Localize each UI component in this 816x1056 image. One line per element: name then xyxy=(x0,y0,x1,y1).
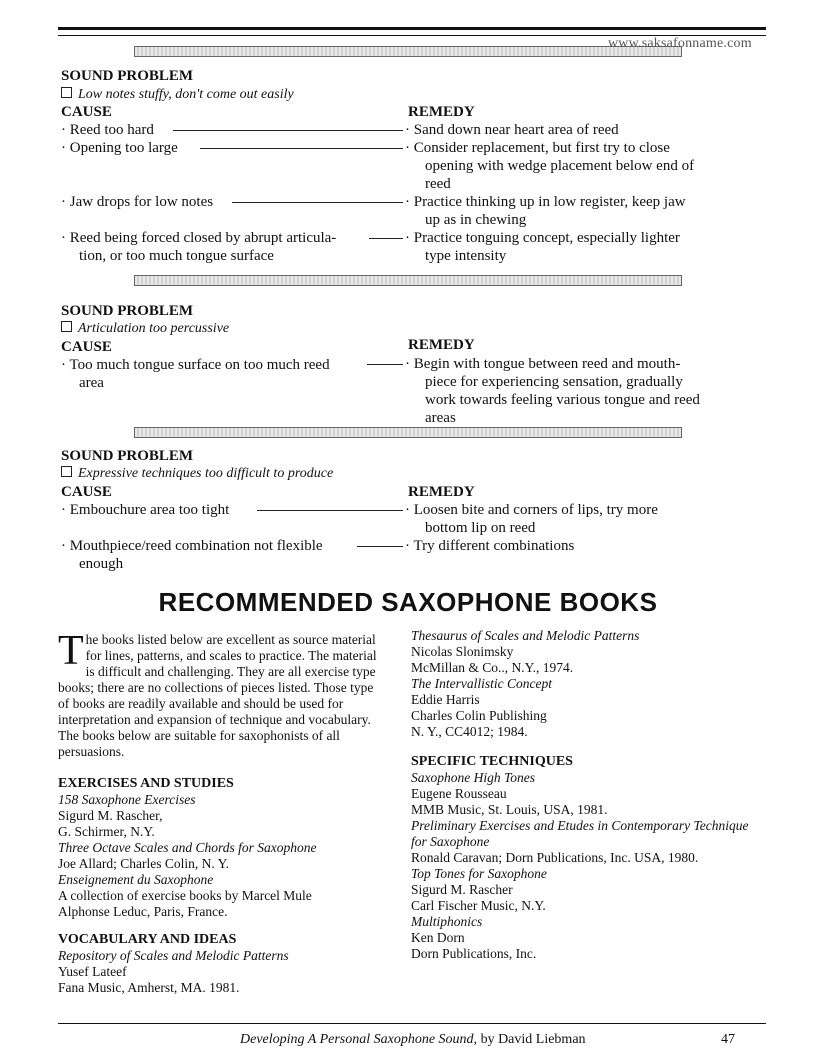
page-number: 47 xyxy=(721,1032,735,1047)
block1-problem: Low notes stuffy, don't come out easily xyxy=(61,86,294,104)
block2-remedy-1d: areas xyxy=(425,410,456,426)
book-line: Alphonse Leduc, Paris, France. xyxy=(58,904,228,919)
book-title: Enseignement du Saxophone xyxy=(58,872,214,887)
book-title: Top Tones for Saxophone xyxy=(411,866,547,881)
intro-text: he books listed below are excellent as source material for lines, patterns, and scales to practice. The material is difficult and challenging. They are all exercise type books; there are no collections of pieces listed. Those type of books are readily available and should be used for interpretation and expansion of technique and vocabulary. The books below are suitable for saxophonists of all persuasions. xyxy=(58,632,377,759)
left-column xyxy=(58,776,388,996)
leader-line xyxy=(232,202,403,203)
block2-problem: Articulation too percussive xyxy=(61,320,229,338)
block1-remedy-3b: up as in chewing xyxy=(425,212,527,228)
block2-cause-label: CAUSE xyxy=(61,339,112,355)
book-title: Three Octave Scales and Chords for Saxophone xyxy=(58,840,317,855)
block2-remedy-1c: work towards feeling various tongue and reed xyxy=(425,392,700,408)
right-column xyxy=(411,628,756,962)
book-line: Sigurd M. Rascher, xyxy=(58,808,163,823)
book-line: Fana Music, Amherst, MA. 1981. xyxy=(58,980,240,995)
block3-cause-label: CAUSE xyxy=(61,484,112,500)
leader-line xyxy=(200,148,403,149)
block3-problem: Expressive techniques too difficult to produce xyxy=(61,465,333,483)
block1-cause-label: CAUSE xyxy=(61,104,112,120)
block1-remedy-1: · Sand down near heart area of reed xyxy=(405,122,619,138)
footer-text xyxy=(240,1032,586,1048)
book-line: Nicolas Slonimsky xyxy=(411,644,514,659)
drop-cap: T xyxy=(58,628,84,674)
leader-line xyxy=(257,510,403,511)
block3-remedy-1b: bottom lip on reed xyxy=(425,520,536,536)
block1-remedy-2a: · Consider replacement, but first try to close xyxy=(405,140,670,156)
leader-line xyxy=(367,364,403,365)
block2-heading: SOUND PROBLEM xyxy=(61,303,194,319)
book-line: G. Schirmer, N.Y. xyxy=(58,824,155,839)
block2-cause-1b: area xyxy=(79,375,104,391)
section-title: RECOMMENDED SAXOPHONE BOOKS xyxy=(158,587,658,617)
book-line: N. Y., CC4012; 1984. xyxy=(411,724,528,739)
block1-heading: SOUND PROBLEM xyxy=(61,68,194,84)
book-line: Yusef Lateef xyxy=(58,964,127,979)
block2-remedy-1b: piece for experiencing sensation, gradually xyxy=(425,374,683,390)
block1-remedy-2c: reed xyxy=(425,176,451,192)
book-title: 158 Saxophone Exercises xyxy=(58,792,196,807)
block1-remedy-4a: · Practice tonguing concept, especially lighter xyxy=(405,230,680,246)
block3-remedy-1a: · Loosen bite and corners of lips, try more xyxy=(405,502,658,518)
block3-heading: SOUND PROBLEM xyxy=(61,448,194,464)
block2-cause-1a: · Too much tongue surface on too much reed xyxy=(61,357,330,373)
footer-rule xyxy=(58,1023,766,1024)
checkbox-icon xyxy=(61,87,72,98)
block1-remedy-label: REMEDY xyxy=(408,104,475,120)
intro-paragraph xyxy=(58,628,383,760)
block1-cause-3: · Jaw drops for low notes xyxy=(61,194,214,210)
book-line: Dorn Publications, Inc. xyxy=(411,946,537,961)
block1-remedy-4b: type intensity xyxy=(425,248,507,264)
book-line: McMillan & Co.., N.Y., 1974. xyxy=(411,660,574,675)
block3-cause-1: · Embouchure area too tight xyxy=(61,502,230,518)
leader-line xyxy=(357,546,403,547)
section-heading-specific: SPECIFIC TECHNIQUES xyxy=(411,754,573,769)
section-heading-exercises: EXERCISES AND STUDIES xyxy=(58,776,234,791)
book-line: Eddie Harris xyxy=(411,692,480,707)
book-line: Ken Dorn xyxy=(411,930,465,945)
block3-cause-2b: enough xyxy=(79,556,124,572)
book-title: Preliminary Exercises and Etudes in Contemporary Technique for Saxophone xyxy=(411,818,749,849)
block3-cause-2a: · Mouthpiece/reed combination not flexible xyxy=(61,538,323,554)
book-title: Multiphonics xyxy=(411,914,483,929)
checkbox-icon xyxy=(61,466,72,477)
leader-line xyxy=(173,130,403,131)
book-title: The Intervallistic Concept xyxy=(411,676,552,691)
footer-author: by David Liebman xyxy=(477,1032,586,1047)
block1-remedy-3a: · Practice thinking up in low register, keep jaw xyxy=(405,194,686,210)
block3-remedy-label: REMEDY xyxy=(408,484,475,500)
book-line: Ronald Caravan; Dorn Publications, Inc. USA, 1980. xyxy=(411,850,699,865)
block1-cause-4a: · Reed being forced closed by abrupt articula- xyxy=(61,230,337,246)
section-heading-vocabulary: VOCABULARY AND IDEAS xyxy=(58,932,237,947)
top-rule-thick xyxy=(58,27,766,30)
block1-cause-4b: tion, or too much tongue surface xyxy=(79,248,274,264)
book-line: Eugene Rousseau xyxy=(411,786,507,801)
shaded-divider-1 xyxy=(134,46,682,57)
shaded-divider-3 xyxy=(134,427,682,438)
book-line: A collection of exercise books by Marcel Mule xyxy=(58,888,312,903)
block2-remedy-label: REMEDY xyxy=(408,337,475,353)
block1-remedy-2b: opening with wedge placement below end of xyxy=(425,158,695,174)
shaded-divider-2 xyxy=(134,275,682,286)
book-line: Joe Allard; Charles Colin, N. Y. xyxy=(58,856,229,871)
book-line: MMB Music, St. Louis, USA, 1981. xyxy=(411,802,608,817)
book-line: Sigurd M. Rascher xyxy=(411,882,513,897)
block3-remedy-2a: · Try different combinations xyxy=(405,538,575,554)
book-title: Repository of Scales and Melodic Patterns xyxy=(58,948,289,963)
block2-remedy-1a: · Begin with tongue between reed and mouth- xyxy=(405,356,681,372)
book-title: Thesaurus of Scales and Melodic Patterns xyxy=(411,628,640,643)
block1-cause-2: · Opening too large xyxy=(61,140,178,156)
book-title: Saxophone High Tones xyxy=(411,770,535,785)
block1-cause-1: · Reed too hard xyxy=(61,122,154,138)
book-line: Charles Colin Publishing xyxy=(411,708,547,723)
checkbox-icon xyxy=(61,321,72,332)
watermark-text: www.saksafonname.com xyxy=(608,36,752,51)
footer-book-title: Developing A Personal Saxophone Sound, xyxy=(240,1032,478,1047)
book-line: Carl Fischer Music, N.Y. xyxy=(411,898,546,913)
leader-line xyxy=(369,238,403,239)
